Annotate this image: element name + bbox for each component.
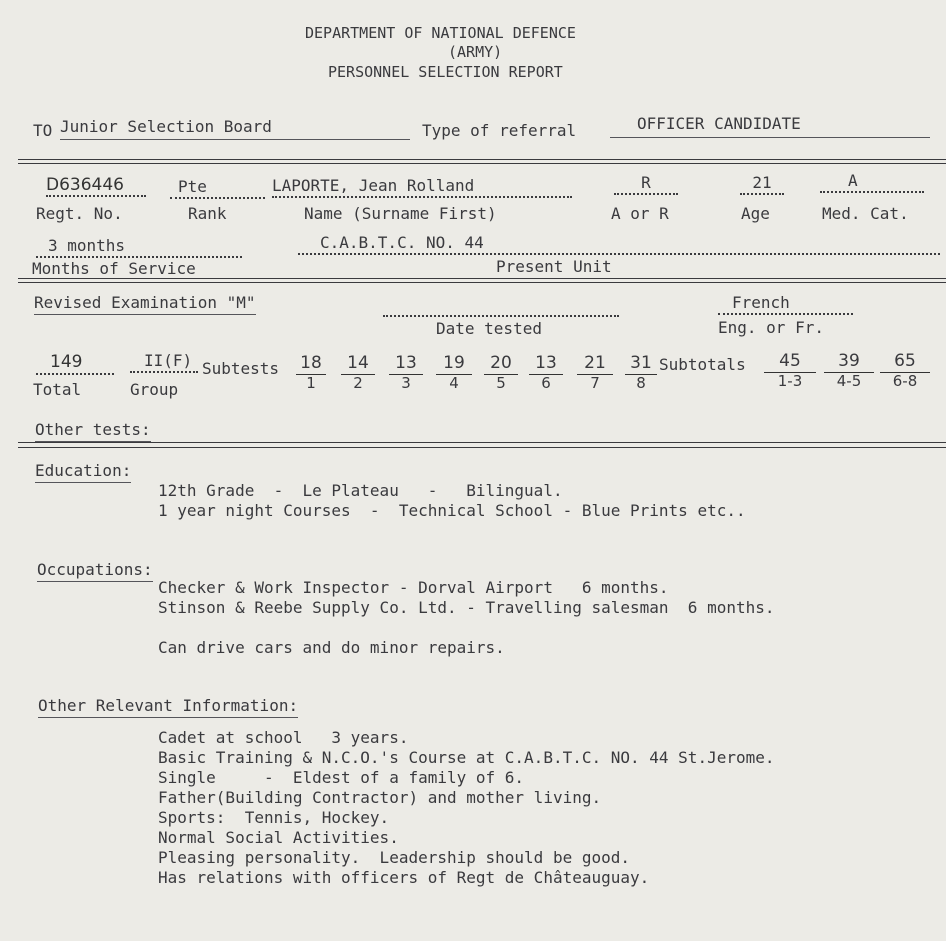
- other-tests-label: Other tests:: [35, 422, 151, 442]
- language-label: Eng. or Fr.: [718, 318, 824, 337]
- occupations-label: Occupations:: [37, 562, 153, 582]
- age-label: Age: [741, 204, 770, 223]
- divider: [18, 163, 946, 164]
- occupation-line: Stinson & Reebe Supply Co. Ltd. - Travelling salesman 6 months.: [158, 598, 775, 617]
- divider: [18, 282, 946, 283]
- med-cat-label: Med. Cat.: [822, 204, 909, 223]
- rank-value: Pte: [170, 179, 265, 199]
- info-line: Pleasing personality. Leadership should be good.: [158, 848, 631, 867]
- a-or-r-label: A or R: [611, 204, 669, 223]
- referral-label: Type of referral: [422, 121, 577, 140]
- present-unit-label: Present Unit: [496, 257, 612, 276]
- exam-title: Revised Examination "M": [34, 295, 256, 315]
- info-line: Sports: Tennis, Hockey.: [158, 808, 390, 827]
- subtest-7: $\frac{21}{7}$: [577, 355, 613, 391]
- divider: [18, 442, 946, 443]
- education-block: [158, 481, 746, 521]
- subtest-6: $\frac{13}{6}$: [529, 355, 563, 391]
- divider: [18, 278, 946, 279]
- subtest-2: $\frac{14}{2}$: [341, 355, 375, 391]
- subtest-4: $\frac{19}{4}$: [436, 355, 472, 391]
- header-title: DEPARTMENT OF NATIONAL DEFENCE: [305, 24, 576, 42]
- total-value: 149: [36, 354, 114, 375]
- name-value: LAPORTE, Jean Rolland: [272, 178, 572, 198]
- group-label: Group: [130, 380, 179, 399]
- referral-value: OFFICER CANDIDATE: [610, 116, 930, 138]
- header-subtitle: (ARMY): [448, 43, 503, 61]
- divider: [18, 447, 946, 448]
- subtest-5: $\frac{20}{5}$: [484, 355, 518, 391]
- subtotal-4-5: $\frac{39}{4-5}$: [824, 353, 874, 389]
- occupations-block: [158, 578, 775, 618]
- subtotal-6-8: $\frac{65}{6-8}$: [880, 353, 930, 389]
- divider: [18, 159, 946, 160]
- education-line: 1 year night Courses - Technical School - Blue Prints etc..: [158, 501, 746, 520]
- occupation-line: Checker & Work Inspector - Dorval Airport 6 months.: [158, 578, 669, 597]
- info-line: Basic Training & N.C.O.'s Course at C.A.B.T.C. NO. 44 St.Jerome.: [158, 748, 775, 767]
- info-line: Single - Eldest of a family of 6.: [158, 768, 525, 787]
- education-line: 12th Grade - Le Plateau - Bilingual.: [158, 481, 563, 500]
- subtotals-label: Subtotals: [659, 355, 746, 374]
- med-cat-value: A: [820, 173, 924, 193]
- months-of-service-label: Months of Service: [32, 259, 196, 278]
- age-value: 21: [740, 175, 784, 195]
- info-line: Father(Building Contractor) and mother living.: [158, 788, 602, 807]
- language-value: French: [718, 295, 853, 315]
- subtest-1: $\frac{18}{1}$: [296, 355, 326, 391]
- header-report-name: PERSONNEL SELECTION REPORT: [328, 63, 563, 81]
- info-line: Normal Social Activities.: [158, 828, 399, 847]
- regt-no-value: D636446: [46, 177, 146, 197]
- name-label: Name (Surname First): [304, 204, 497, 223]
- total-label: Total: [33, 380, 82, 399]
- subtotal-1-3: $\frac{45}{1-3}$: [764, 353, 816, 389]
- regt-no-label: Regt. No.: [36, 204, 123, 223]
- occupations-note: Can drive cars and do minor repairs.: [158, 638, 505, 657]
- subtest-3: $\frac{13}{3}$: [389, 355, 423, 391]
- other-info-block: [158, 728, 775, 888]
- other-info-label: Other Relevant Information:: [38, 698, 298, 718]
- to-value: Junior Selection Board: [60, 119, 410, 140]
- education-label: Education:: [35, 463, 131, 483]
- to-label: TO: [33, 121, 53, 140]
- info-line: Cadet at school 3 years.: [158, 728, 409, 747]
- date-tested-label: Date tested: [436, 319, 542, 338]
- subtests-label: Subtests: [202, 359, 280, 378]
- subtest-8: $\frac{31}{8}$: [625, 355, 657, 391]
- date-tested-field: [383, 305, 619, 317]
- present-unit-value: C.A.B.T.C. NO. 44: [298, 235, 940, 255]
- rank-label: Rank: [188, 204, 227, 223]
- group-value: II(F): [130, 353, 198, 373]
- months-of-service-value: 3 months: [36, 238, 242, 258]
- info-line: Has relations with officers of Regt de Châteauguay.: [158, 868, 650, 887]
- a-or-r-value: R: [614, 175, 678, 195]
